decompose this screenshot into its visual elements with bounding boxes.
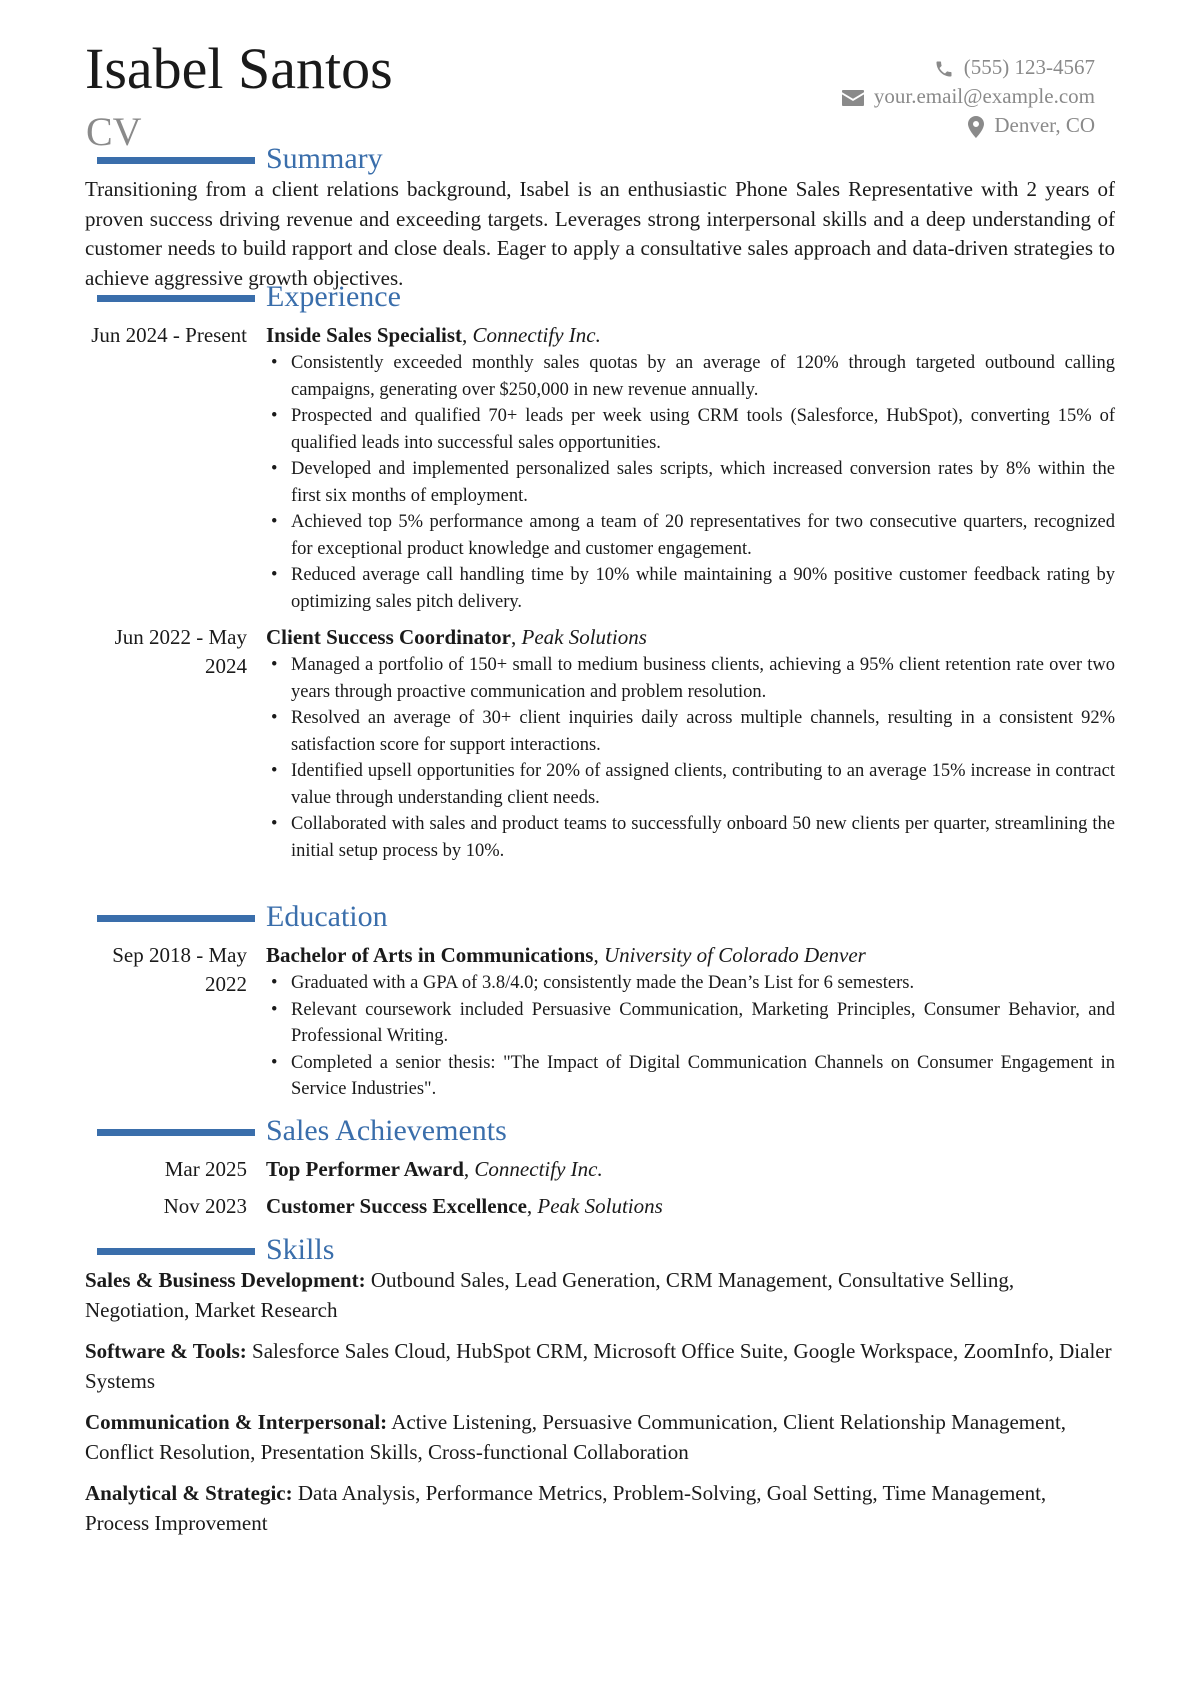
award-org: Peak Solutions <box>537 1194 663 1218</box>
entry-role: Client Success Coordinator <box>266 625 511 649</box>
skill-group-label: Software & Tools: <box>85 1339 247 1363</box>
achievement-entry <box>85 1192 1115 1229</box>
section-title: Experience <box>266 280 401 313</box>
section-accent-bar <box>97 1129 255 1136</box>
entry-title: Bachelor of Arts in Communications, University of Colorado Denver <box>266 943 866 967</box>
skill-group-items: Outbound Sales, Lead Generation, CRM Management, Consultative Selling, Negotiation, Market Research <box>85 1268 1015 1322</box>
entry-bullets <box>266 970 1115 1103</box>
entry-date: Mar 2025 <box>164 1157 247 1181</box>
entry-degree: Bachelor of Arts in Communications <box>266 943 594 967</box>
skill-group-label: Communication & Interpersonal: <box>85 1410 388 1434</box>
entry-title: Inside Sales Specialist, Connectify Inc. <box>266 323 601 347</box>
bullet-item: • Graduated with a GPA of 3.8/4.0; consistently made the Dean’s List for 6 semesters. <box>266 970 1115 997</box>
award-name: Top Performer Award <box>266 1157 464 1181</box>
entry-date: Sep 2018 - May 2022 <box>112 943 247 996</box>
bullet-item: • Completed a senior thesis: "The Impact of Digital Communication Channels on Consumer Engagement in Service Industries". <box>266 1050 1115 1103</box>
phone-text: (555) 123-4567 <box>963 55 1095 79</box>
entry-school: University of Colorado Denver <box>603 943 866 967</box>
skill-group <box>85 1479 1115 1538</box>
entry-title: Customer Success Excellence, Peak Solutions <box>266 1194 663 1218</box>
award-org: Connectify Inc. <box>474 1157 603 1181</box>
experience-entry <box>85 623 1115 864</box>
entry-org: Connectify Inc. <box>472 323 601 347</box>
section-accent-bar <box>97 1248 255 1255</box>
contact-location <box>842 111 1095 140</box>
bullet-item: • Relevant coursework included Persuasive Communication, Marketing Principles, Consumer Behavior, and Professional Writing. <box>266 997 1115 1050</box>
summary-text: Transitioning from a client relations background, Isabel is an enthusiastic Phone Sales Representative with 2 years of proven success driving revenue and exceeding targets. Leverages strong interpersonal skills and a deep understanding of customer needs to build rapport and close deals. Eager to apply a consultative sales approach and data-driven strategies to achieve aggressive growth objectives. <box>85 177 1115 290</box>
entry-role: Inside Sales Specialist <box>266 323 463 347</box>
bullet-item: • Prospected and qualified 70+ leads per week using CRM tools (Salesforce, HubSpot), converting 15% of qualified leads into successful sales opportunities. <box>266 403 1115 456</box>
education-section <box>85 900 1115 1103</box>
bullet-item: • Reduced average call handling time by 10% while maintaining a 90% positive customer feedback rating by optimizing sales pitch delivery. <box>266 562 1115 615</box>
section-header <box>85 142 1115 176</box>
skill-group-label: Analytical & Strategic: <box>85 1481 293 1505</box>
entry-bullets <box>266 350 1115 615</box>
bullet-item: • Managed a portfolio of 150+ small to medium business clients, achieving a 95% client retention rate over two years through proactive communication and problem resolution. <box>266 652 1115 705</box>
skill-group <box>85 1337 1115 1396</box>
section-header <box>85 900 1115 934</box>
section-title: Sales Achievements <box>266 1114 507 1147</box>
entry-date: Nov 2023 <box>163 1194 247 1218</box>
entry-org: Peak Solutions <box>521 625 647 649</box>
phone-icon <box>934 59 954 79</box>
skill-group-items: Active Listening, Persuasive Communication, Client Relationship Management, Conflict Resolution, Presentation Skills, Cross-functional Collaboration <box>85 1410 1067 1464</box>
bullet-item: • Resolved an average of 30+ client inquiries daily across multiple channels, resulting in a consistent 92% satisfaction score for support interactions. <box>266 705 1115 758</box>
achievements-section <box>85 1114 1115 1229</box>
experience-entry <box>85 321 1115 615</box>
skill-group <box>85 1266 1115 1325</box>
map-pin-icon <box>968 116 984 138</box>
section-accent-bar <box>97 295 255 302</box>
achievement-entry <box>85 1155 1115 1192</box>
entry-title: Top Performer Award, Connectify Inc. <box>266 1157 603 1181</box>
contact-phone <box>842 53 1095 82</box>
entry-bullets <box>266 652 1115 864</box>
skill-group-items: Salesforce Sales Cloud, HubSpot CRM, Microsoft Office Suite, Google Workspace, ZoomInfo, Dialer Systems <box>85 1339 1112 1393</box>
skill-group <box>85 1408 1115 1467</box>
entry-date: Jun 2022 - May 2024 <box>114 625 247 678</box>
skill-group-label: Sales & Business Development: <box>85 1268 366 1292</box>
bullet-item: • Achieved top 5% performance among a team of 20 representatives for two consecutive quarters, recognized for exceptional product knowledge and customer engagement. <box>266 509 1115 562</box>
entry-date: Jun 2024 - Present <box>91 323 247 347</box>
bullet-item: • Identified upsell opportunities for 20% of assigned clients, contributing to an average 15% increase in contract value through understanding client needs. <box>266 758 1115 811</box>
section-accent-bar <box>97 915 255 922</box>
contact-block <box>842 53 1095 140</box>
section-header <box>85 1233 1115 1267</box>
bullet-item: • Collaborated with sales and product teams to successfully onboard 50 new clients per quarter, streamlining the initial setup process by 10%. <box>266 811 1115 864</box>
section-header <box>85 280 1115 314</box>
candidate-name: Isabel Santos <box>85 36 393 101</box>
award-name: Customer Success Excellence <box>266 1194 527 1218</box>
envelope-icon <box>842 90 864 106</box>
skills-section <box>85 1233 1115 1550</box>
skill-group-items: Data Analysis, Performance Metrics, Problem-Solving, Goal Setting, Time Management, Process Improvement <box>85 1481 1047 1535</box>
entry-title: Client Success Coordinator, Peak Solutions <box>266 625 647 649</box>
education-entry <box>85 941 1115 1103</box>
email-text: your.email@example.com <box>873 84 1095 108</box>
location-text: Denver, CO <box>994 113 1095 137</box>
summary-section <box>85 142 1115 293</box>
section-accent-bar <box>97 157 255 164</box>
section-title: Skills <box>266 1233 335 1266</box>
bullet-item: • Consistently exceeded monthly sales quotas by an average of 120% through targeted outbound calling campaigns, generating over $250,000 in new revenue annually. <box>266 350 1115 403</box>
contact-email <box>842 82 1095 111</box>
section-title: Education <box>266 900 388 933</box>
section-title: Summary <box>266 142 383 175</box>
section-header <box>85 1114 1115 1148</box>
bullet-item: • Developed and implemented personalized sales scripts, which increased conversion rates by 8% within the first six months of employment. <box>266 456 1115 509</box>
experience-section <box>85 280 1115 864</box>
document-subtitle: CV <box>86 109 142 154</box>
